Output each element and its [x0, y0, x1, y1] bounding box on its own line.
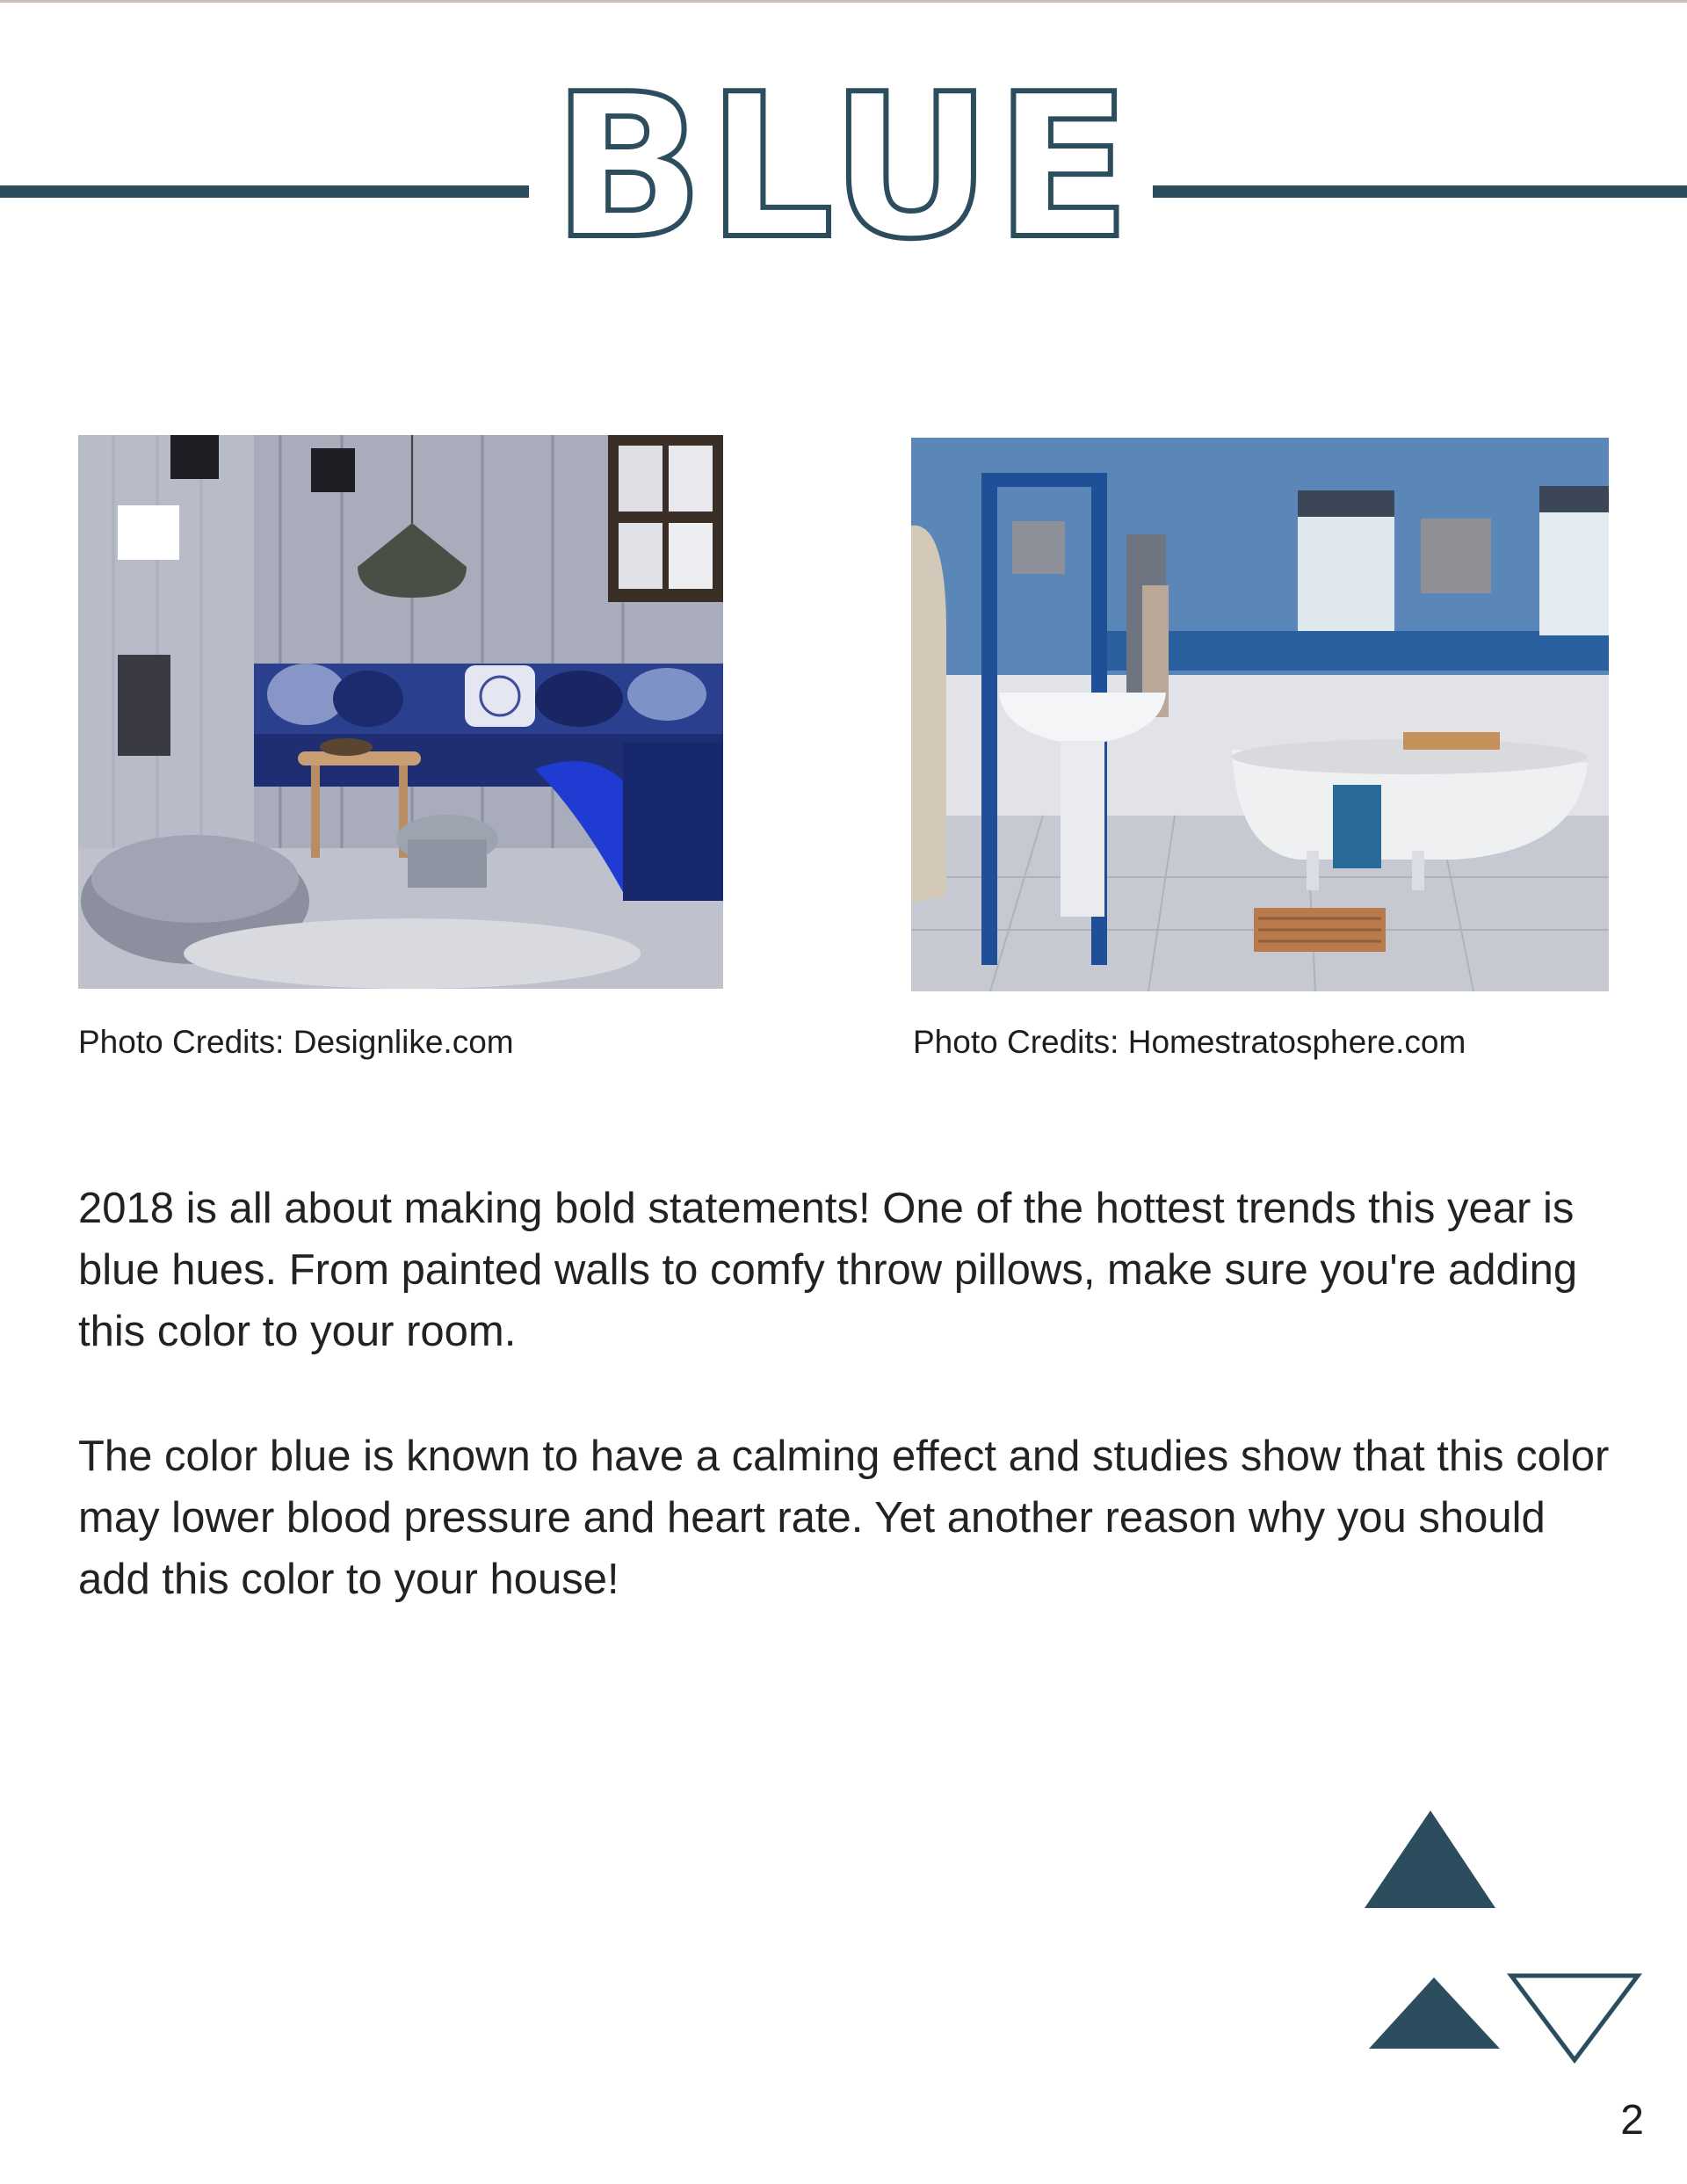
photo-credit-bathroom: Photo Credits: Homestratosphere.com — [913, 1024, 1466, 1060]
photo-bathroom — [911, 438, 1609, 991]
top-edge-strip — [0, 0, 1687, 3]
triangle-bottom-right-outline — [1511, 1976, 1638, 2060]
page-title — [552, 52, 1135, 283]
title-rule-left — [0, 185, 529, 198]
triangle-bottom-left-filled — [1369, 1977, 1500, 2049]
photo-living-room — [78, 435, 723, 989]
triangle-top-filled — [1365, 1810, 1495, 1908]
decorative-triangles — [1362, 1810, 1652, 2101]
page-title-text: BLUE — [552, 52, 1135, 283]
page-number: 2 — [1620, 2097, 1644, 2144]
body-paragraph-2: The color blue is known to have a calming effect and studies show that this color may lower blood pressure and heart rate. Yet another reason why you should add this color to your house! — [78, 1433, 1610, 1603]
title-rule-right — [1153, 185, 1687, 198]
body-paragraph-1: 2018 is all about making bold statements! One of the hottest trends this year is blue hues. From painted walls to comfy throw pillows, make sure you're adding this color to your room. — [78, 1185, 1578, 1355]
photo-credit-living-room: Photo Credits: Designlike.com — [78, 1024, 514, 1060]
